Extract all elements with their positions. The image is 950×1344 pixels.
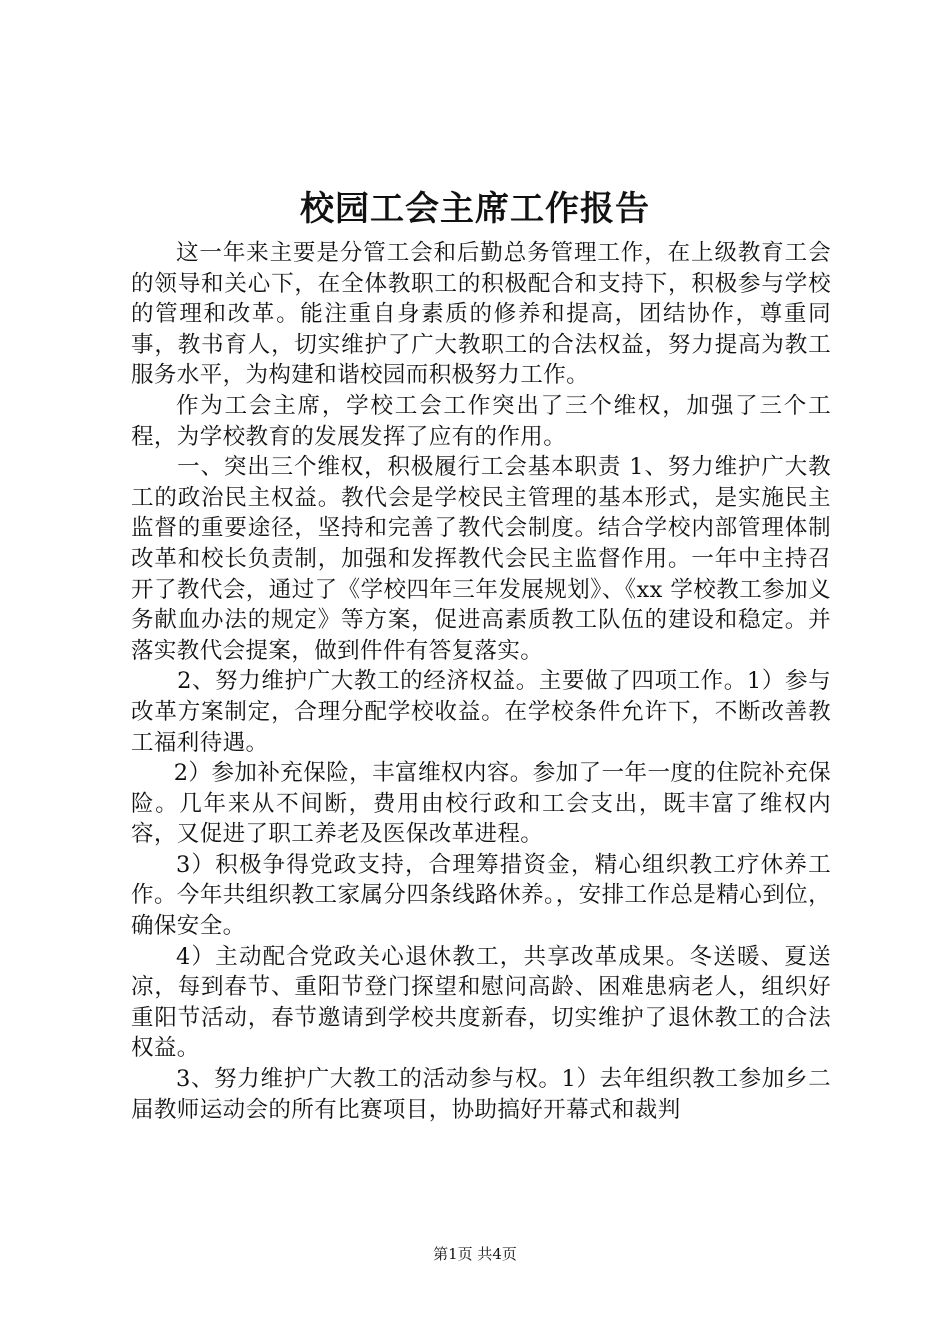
paragraph-retirees: 4）主动配合党政关心退休教工，共享改革成果。冬送暖、夏送凉，每到春节、重阳节登门探望和慰问高龄、困难患病老人，组织好重阳节活动，春节邀请到学校共度新春，切实维护了退休教工的合法权益。 (131, 943, 831, 1062)
paragraph-activity-rights: 3、努力维护广大教工的活动参与权。1）去年组织教工参加乡二届教师运动会的所有比赛项目，协助搞好开幕式和裁判 (131, 1066, 831, 1123)
paragraph-summary: 作为工会主席，学校工会工作突出了三个维权，加强了三个工程，为学校教育的发展发挥了应有的作用。 (131, 392, 831, 450)
page-footer: 第1页 共4页 (433, 1245, 517, 1263)
paragraph-insurance: 2）参加补充保险，丰富维权内容。参加了一年一度的住院补充保险。几年来从不间断，费用由校行政和工会支出，既丰富了维权内容，又促进了职工养老及医保改革进程。 (131, 760, 831, 848)
document-title: 校园工会主席工作报告 (300, 189, 650, 229)
paragraph-political-rights: 一、突出三个维权，积极履行工会基本职责 1、努力维护广大教工的政治民主权益。教代会是学校民主管理的基本形式，是实施民主监督的重要途径，坚持和完善了教代会制度。结合学校内部管理体制改革和校长负责制，加强和发挥教代会民主监督作用。一年中主持召开了教代会，通过了《学校四年三年发展规划》、《xx 学校教工参加义务献血办法的规定》等方案，促进高素质教工队伍的建设和稳定。并落实教代会提案，做到件件有答复落实。 (131, 454, 831, 664)
paragraph-intro: 这一年来主要是分管工会和后勤总务管理工作，在上级教育工会的领导和关心下，在全体教职工的积极配合和支持下，积极参与学校的管理和改革。能注重自身素质的修养和提高，团结协作，尊重同事，教书育人，切实维护了广大教职工的合法权益，努力提高为教工服务水平，为构建和谐校园而积极努力工作。 (131, 240, 831, 389)
paragraph-economic-rights: 2、努力维护广大教工的经济权益。主要做了四项工作。1）参与改革方案制定，合理分配学校收益。在学校条件允许下，不断改善教工福利待遇。 (131, 668, 831, 756)
document-body (131, 238, 831, 1125)
paragraph-recuperation: 3）积极争得党政支持，合理筹措资金，精心组织教工疗休养工作。今年共组织教工家属分四条线路休养。，安排工作总是精心到位，确保安全。 (131, 851, 831, 940)
